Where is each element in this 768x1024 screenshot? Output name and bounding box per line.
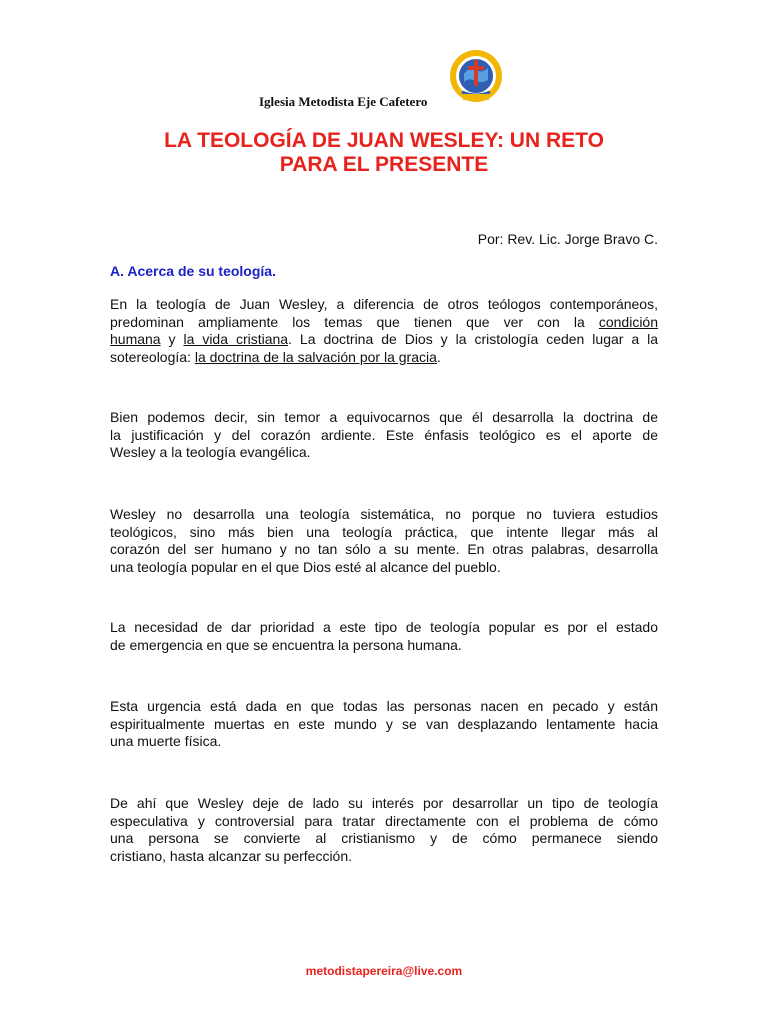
paragraph-line: una teología popular en el que Dios esté al alcance del pueblo. <box>110 558 501 575</box>
title-line-2: PARA EL PRESENTE <box>279 153 489 176</box>
underlined-term: humana <box>110 331 161 347</box>
paragraph-line: Wesley no desarrolla una teología sistemática, no porque no tuviera estudios <box>110 506 658 522</box>
paragraph-line: una persona se convierte al cristianismo y de cómo permanece siendo <box>110 830 658 846</box>
paragraph-4 <box>110 619 658 654</box>
document-title <box>110 129 658 177</box>
section-heading: A. Acerca de su teología. <box>110 263 276 279</box>
author-byline: Por: Rev. Lic. Jorge Bravo C. <box>477 231 658 247</box>
title-line-1: LA TEOLOGÍA DE JUAN WESLEY: UN RETO <box>164 129 604 152</box>
paragraph-line: teológicos, sino más bien una teología práctica, que intente llegar más al <box>110 523 658 540</box>
paragraph-2 <box>110 409 658 462</box>
paragraph-6 <box>110 795 658 865</box>
paragraph-line: cristiano, hasta alcanzar su perfección. <box>110 847 353 864</box>
paragraph-line <box>110 331 658 349</box>
paragraph-line: especulativa y controversial para tratar directamente con el problema de cómo <box>110 812 658 829</box>
paragraph-line <box>110 349 658 367</box>
underlined-term: la doctrina de la salvación por la gracia <box>194 348 437 365</box>
paragraph-line: la justificación y del corazón ardiente. Este énfasis teológico es el aporte de <box>110 426 658 443</box>
paragraph-3 <box>110 506 658 576</box>
paragraph-line: En la teología de Juan Wesley, a diferencia de otros teólogos contemporáneos, <box>110 296 658 312</box>
text-span: . <box>436 348 441 365</box>
paragraph-line: Wesley a la teología evangélica. <box>110 444 311 460</box>
underlined-term: condición <box>598 313 658 330</box>
text-span: . La doctrina de Dios y la cristología ceden lugar a la <box>288 331 658 347</box>
paragraph-line: de emergencia en que se encuentra la persona humana. <box>110 636 462 653</box>
paragraph-5 <box>110 698 658 751</box>
organization-name: Iglesia Metodista Eje Cafetero <box>259 94 428 109</box>
text-span: sotereología: <box>110 348 195 365</box>
text-span: predominan ampliamente los temas que tienen que ver con la <box>110 313 599 330</box>
underlined-term: la vida cristiana <box>183 331 289 347</box>
paragraph-line <box>110 314 658 332</box>
paragraph-line: espiritualmente muertas en este mundo y se van desplazando lentamente hacia <box>110 715 658 732</box>
paragraph-1 <box>110 296 658 366</box>
paragraph-line: La necesidad de dar prioridad a este tipo de teología popular es por el estado <box>110 619 658 635</box>
paragraph-line: Bien podemos decir, sin temor a equivocarnos que él desarrolla la doctrina de <box>110 409 658 425</box>
paragraph-line: corazón del ser humano y no tan sólo a su mente. En otras palabras, desarrolla <box>110 541 658 557</box>
paragraph-line: De ahí que Wesley deje de lado su interés por desarrollar un tipo de teología <box>110 795 658 811</box>
text-span: y <box>160 331 184 347</box>
church-logo-graphic <box>446 48 506 106</box>
paragraph-line: Esta urgencia está dada en que todas las personas nacen en pecado y están <box>110 698 658 714</box>
footer-email-link[interactable]: metodistapereira@live.com <box>305 964 463 978</box>
church-logo <box>446 48 506 106</box>
paragraph-line: una muerte física. <box>110 733 222 749</box>
